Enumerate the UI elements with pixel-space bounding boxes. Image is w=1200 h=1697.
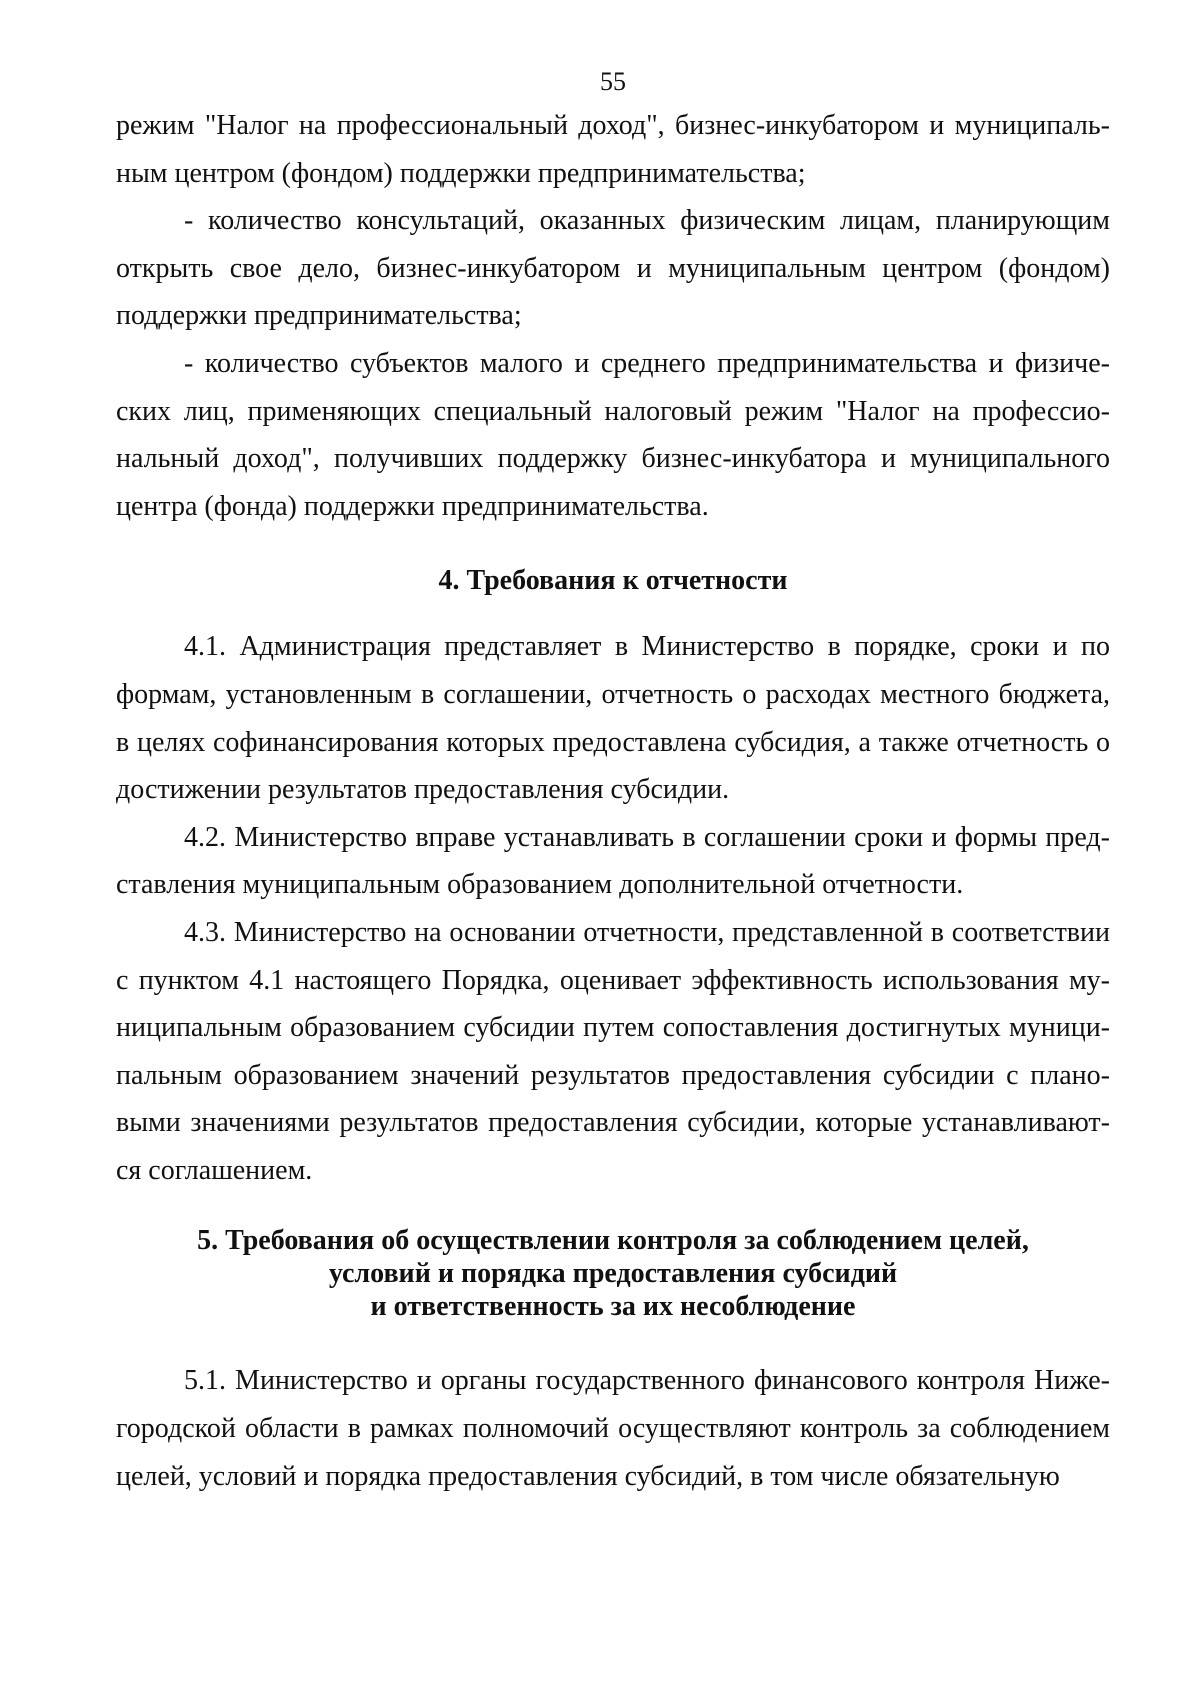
list-item-consultations: - количество консультаций, оказанных физическим лицам, планирующим открыть свое дело, бизнес-инкубатором и муниципальным центром (фондом) поддержки предпринимательства; bbox=[116, 205, 1110, 332]
paragraph-4-3: 4.3. Министерство на основании отчетности, представленной в соответствии с пунктом 4.1 настоящего Порядка, оценивает эффективность использования муниципальным образованием субсидии путем сопоставления достигнутых муниципальным образованием значений результатов предоставления субсидии с плановыми значениями результатов предоставления субсидии, которые устанавливаются соглашением. bbox=[116, 916, 1110, 1186]
section-5-heading-line-1: 5. Требования об осуществлении контроля за соблюдением целей, bbox=[197, 1225, 1029, 1257]
paragraph-continuation: режим "Налог на профессиональный доход", бизнес-инкубатором и муниципальным центром (фондом) поддержки предпринимательства; bbox=[116, 110, 1110, 189]
section-5-heading-line-3: и ответственность за их несоблюдение bbox=[370, 1291, 856, 1323]
paragraph-5-1: 5.1. Министерство и органы государственного финансового контроля Нижегородской области в рамках полномочий осуществляют контроль за соблюдением целей, условий и порядка предоставления субсидий, в том числе обязательную bbox=[116, 1365, 1110, 1492]
section-5-heading bbox=[116, 1224, 1110, 1323]
section-5-heading-line-2: условий и порядка предоставления субсидий bbox=[328, 1258, 898, 1290]
paragraph-4-2: 4.2. Министерство вправе устанавливать в соглашении сроки и формы представления муниципальным образованием дополнительной отчетности. bbox=[116, 821, 1110, 901]
paragraph-4-1: 4.1. Администрация представляет в Министерство в порядке, сроки и по формам, установленным в соглашении, отчетность о расходах местного бюджета, в целях софинансирования которых предоставлена субсидия, а также отчетность о достижении результатов предоставления субсидии. bbox=[116, 631, 1110, 806]
section-4-heading: 4. Требования к отчетности bbox=[438, 565, 788, 597]
page-number: 55 bbox=[600, 67, 626, 96]
list-item-supported-subjects: - количество субъектов малого и среднего предпринимательства и физических лиц, применяющих специальный налоговый режим "Налог на профессиональный доход", получивших поддержку бизнес-инкубатора и муниципального центра (фонда) поддержки предпринимательства. bbox=[116, 347, 1110, 522]
document-page bbox=[116, 66, 1110, 1500]
